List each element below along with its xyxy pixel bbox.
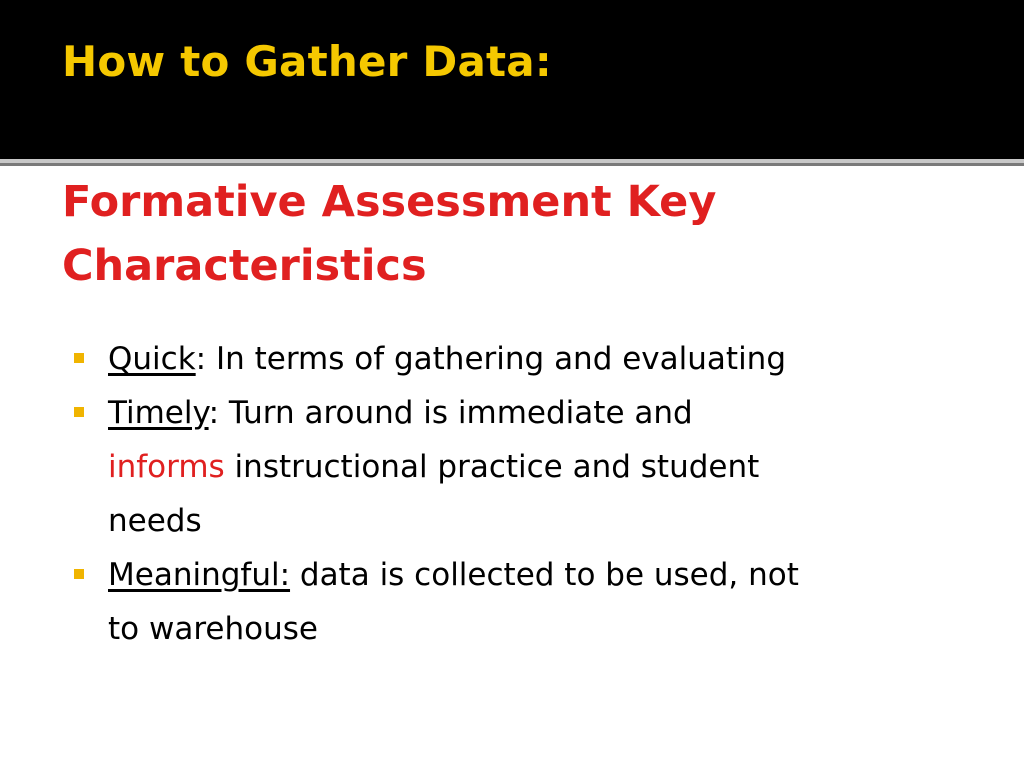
bullet-text: data is collected to be used, not <box>290 557 799 593</box>
bullet-line: to warehouse <box>108 611 318 647</box>
square-bullet-icon <box>74 353 84 363</box>
title-bar <box>0 0 1024 159</box>
bullet-item-quick <box>74 332 954 386</box>
bullet-term: Timely <box>108 395 209 431</box>
bullet-line: needs <box>108 503 202 539</box>
slide-title: How to Gather Data: <box>62 37 552 86</box>
bullet-line <box>108 548 954 602</box>
bullet-line <box>108 332 954 386</box>
bullet-item-timely <box>74 386 954 548</box>
bullet-text: : Turn around is immediate and <box>208 395 693 431</box>
bullet-line <box>108 386 954 440</box>
bullet-term: Quick <box>108 341 196 377</box>
square-bullet-icon <box>74 407 84 417</box>
bullet-item-meaningful <box>74 548 954 656</box>
bullet-list <box>74 332 954 656</box>
bullet-text: : In terms of gathering and evaluating <box>195 341 787 377</box>
bullet-term: Meaningful: <box>108 557 291 593</box>
highlighted-word: informs <box>108 449 225 485</box>
title-divider-dark <box>0 163 1024 166</box>
slide-subtitle <box>62 170 962 298</box>
subtitle-line-2: Characteristics <box>62 241 427 291</box>
subtitle-line-1: Formative Assessment Key <box>62 177 717 227</box>
square-bullet-icon <box>74 569 84 579</box>
bullet-text: instructional practice and student <box>224 449 760 485</box>
bullet-line <box>108 440 954 494</box>
